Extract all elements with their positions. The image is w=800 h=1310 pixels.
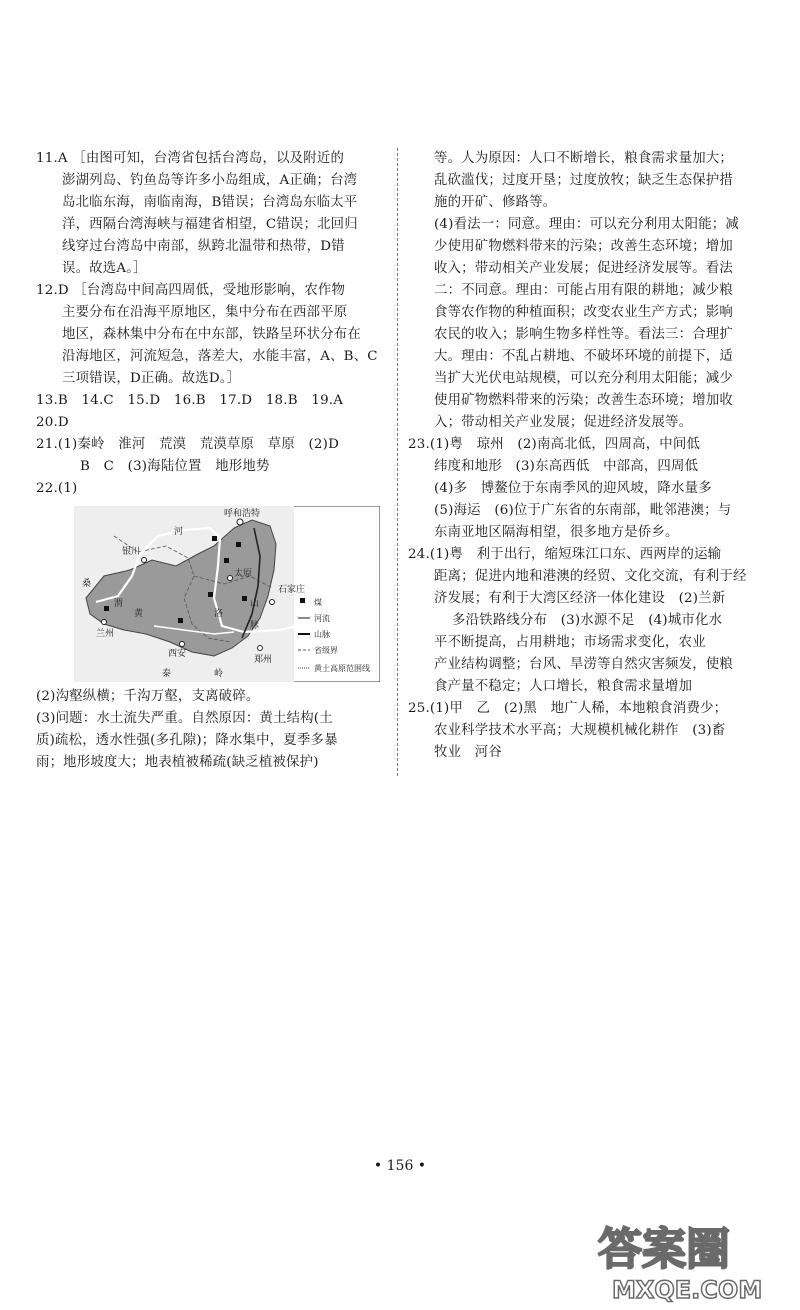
watermark-logo-text: 答案圈 — [598, 1224, 730, 1275]
answer-22-tail-line: 少使用矿物燃料带来的污染；改善生态环境；增加 — [434, 239, 733, 254]
map-label: 太原 — [234, 569, 253, 579]
map-label: 岭 — [214, 669, 224, 679]
map-label: 石家庄 — [278, 585, 306, 595]
legend-river: 河流 — [314, 614, 330, 623]
legend-mountain: 山脉 — [314, 630, 330, 639]
legend-plateau-range: 黄土高原范围线 — [314, 664, 370, 673]
answer-24 — [408, 544, 776, 698]
answer-22-line: (2)沟壑纵横；千沟万壑，支离破碎。 — [36, 689, 260, 704]
answer-20: 20.D — [36, 415, 69, 430]
map-label: 银川 — [122, 547, 141, 557]
answer-22-tail-line: 施的开矿、修路等。 — [434, 195, 557, 210]
answer-12 — [36, 280, 384, 390]
answer-21 — [36, 434, 384, 478]
map-label: 兰州 — [96, 629, 115, 639]
answer-22-tail-line: 当扩大光伏电站规模，可以充分利用太阳能；减少 — [434, 371, 733, 386]
answer-22-tail-line: 食等农作物的种植面积；改变农业生产方式；影响 — [434, 305, 733, 320]
answer-12-line: 主要分布在沿海平原地区，集中分布在西部平原 — [62, 305, 348, 320]
answer-22-tail-line: 农民的收入；影响生物多样性等。看法三：合理扩 — [434, 327, 733, 342]
map-label: 郑州 — [254, 655, 273, 665]
map-label: 西安 — [168, 649, 187, 659]
answer-24-line: 食产量不稳定；人口增长，粮食需求量增加 — [434, 679, 693, 694]
watermark-logo — [592, 1206, 792, 1306]
answer-22-tail-line: 乱砍滥伐；过度开垦；过度放牧；缺乏生态保护措 — [434, 173, 733, 188]
answer-23-line: (5)海运 (6)位于广东省的东南部，毗邻港澳；与 — [434, 503, 732, 518]
answer-11-line: 线穿过台湾岛中南部，纵跨北温带和热带，D错 — [62, 239, 345, 254]
answer-11-line: 11.A ［由图可知，台湾省包括台湾岛，以及附近的 — [36, 151, 345, 166]
watermark-url: MXQE.COM — [612, 1276, 763, 1304]
answer-22-tail-line: 入；带动相关产业发展；促进经济发展等。 — [434, 415, 693, 430]
map-label: 渭 — [114, 599, 124, 609]
legend-boundary: 省级界 — [314, 646, 338, 655]
column-divider — [397, 148, 398, 776]
answers-13-19: 13.B 14.C 15.D 16.B 17.D 18.B 19.A — [36, 393, 344, 408]
answer-24-line: 平不断提高，占用耕地；市场需求变化，农业 — [434, 635, 706, 650]
answer-22-line: 质)疏松，透水性强(多孔隙)；降水集中，夏季多暴 — [36, 733, 338, 748]
answer-11-line: 澎湖列岛、钓鱼岛等许多小岛组成，A正确；台湾 — [62, 173, 358, 188]
answer-22-head: 22.(1) — [36, 481, 78, 496]
answer-22-tail-line: 等。人为原因：人口不断增长，粮食需求量加大； — [434, 151, 733, 166]
map-label: 泰 — [162, 669, 172, 679]
answer-24-line: 济发展；有利于大湾区经济一体化建设 (2)兰新 — [434, 591, 726, 606]
answer-22-tail-line: 二：不同意。理由：可能占用有限的耕地；减少粮 — [434, 283, 733, 298]
answer-25-line: 25.(1)甲 乙 (2)黑 地广人稀，本地粮食消费少； — [408, 701, 728, 716]
answer-12-line: 12.D ［台湾岛中间高四周低，受地形影响，农作物 — [36, 283, 346, 298]
answer-21-line: B C (3)海陆位置 地形地势 — [80, 459, 270, 474]
answer-22-line: (3)问题：水土流失严重。自然原因：黄土结构(土 — [36, 711, 333, 726]
answer-22-tail-line: (4)看法一：同意。理由：可以充分利用太阳能；减 — [434, 217, 739, 232]
answer-11-line: 洋，西隔台湾海峡与福建省相望，C错误；北回归 — [62, 217, 358, 232]
answer-22-tail-line: 收入；带动相关产业发展；促进经济发展等。看法 — [434, 261, 733, 276]
map-svg — [74, 506, 380, 682]
answer-22-tail-line: 使用矿物燃料带来的污染；改善生态环境；增加收 — [434, 393, 733, 408]
answer-11 — [36, 148, 384, 280]
map-label: 桑 — [82, 579, 92, 589]
answer-21-line: 21.(1)秦岭 淮河 荒漠 荒漠草原 草原 (2)D — [36, 437, 340, 452]
answer-24-line: 多沿铁路线分布 (3)水源不足 (4)城市化水 — [452, 613, 723, 628]
map-label: 脉 — [250, 621, 260, 631]
answer-22-continued — [36, 686, 384, 774]
map-label: 呼和浩特 — [224, 509, 261, 519]
answer-11-line: 岛北临东海，南临南海，B错误；台湾岛东临太平 — [62, 195, 358, 210]
answer-23 — [408, 434, 776, 544]
answer-23-line: 23.(1)粤 琼州 (2)南高北低，四周高，中间低 — [408, 437, 701, 452]
right-column — [408, 148, 776, 764]
page-number: • 156 • — [373, 1158, 427, 1174]
answer-23-line: (4)多 博鳌位于东南季风的迎风坡，降水量多 — [434, 481, 712, 496]
answer-24-line: 24.(1)粤 利于出行，缩短珠江口东、西两岸的运输 — [408, 547, 722, 562]
map-label: 洛 — [214, 609, 224, 619]
answer-23-line: 东南亚地区隔海相望，很多地方是侨乡。 — [434, 525, 679, 540]
answer-12-line: 地区，森林集中分布在中东部，铁路呈环状分布在 — [62, 327, 361, 342]
map-label: 河 — [174, 527, 184, 537]
answer-24-line: 产业结构调整；台风、旱涝等自然灾害频发，使粮 — [434, 657, 733, 672]
map-label: 黄 — [134, 609, 144, 619]
answer-22-tail-line: 大。理由：不乱占耕地、不破坏环境的前提下，适 — [434, 349, 733, 364]
answer-25-line: 农业科学技术水平高；大规模机械化耕作 (3)畜 — [434, 723, 726, 738]
loess-plateau-map — [74, 506, 380, 682]
left-column — [36, 148, 384, 774]
answer-25 — [408, 698, 776, 764]
answer-12-line: 沿海地区，河流短急，落差大，水能丰富，A、B、C — [62, 349, 378, 364]
map-label: 山 — [250, 599, 260, 609]
answer-22-line: 雨；地形坡度大；地表植被稀疏(缺乏植被保护) — [36, 755, 319, 770]
answer-12-line: 三项错误，D正确。故选D。］ — [62, 371, 241, 386]
answer-24-line: 距离；促进内地和港澳的经贸、文化交流，有利于经 — [434, 569, 747, 584]
answer-25-line: 牧业 河谷 — [434, 745, 502, 760]
legend-coal: 煤 — [314, 598, 322, 607]
answer-23-line: 纬度和地形 (3)东高西低 中部高，四周低 — [434, 459, 699, 474]
answer-22-tail — [408, 148, 776, 434]
answer-11-line: 误。故选A。］ — [62, 261, 147, 276]
